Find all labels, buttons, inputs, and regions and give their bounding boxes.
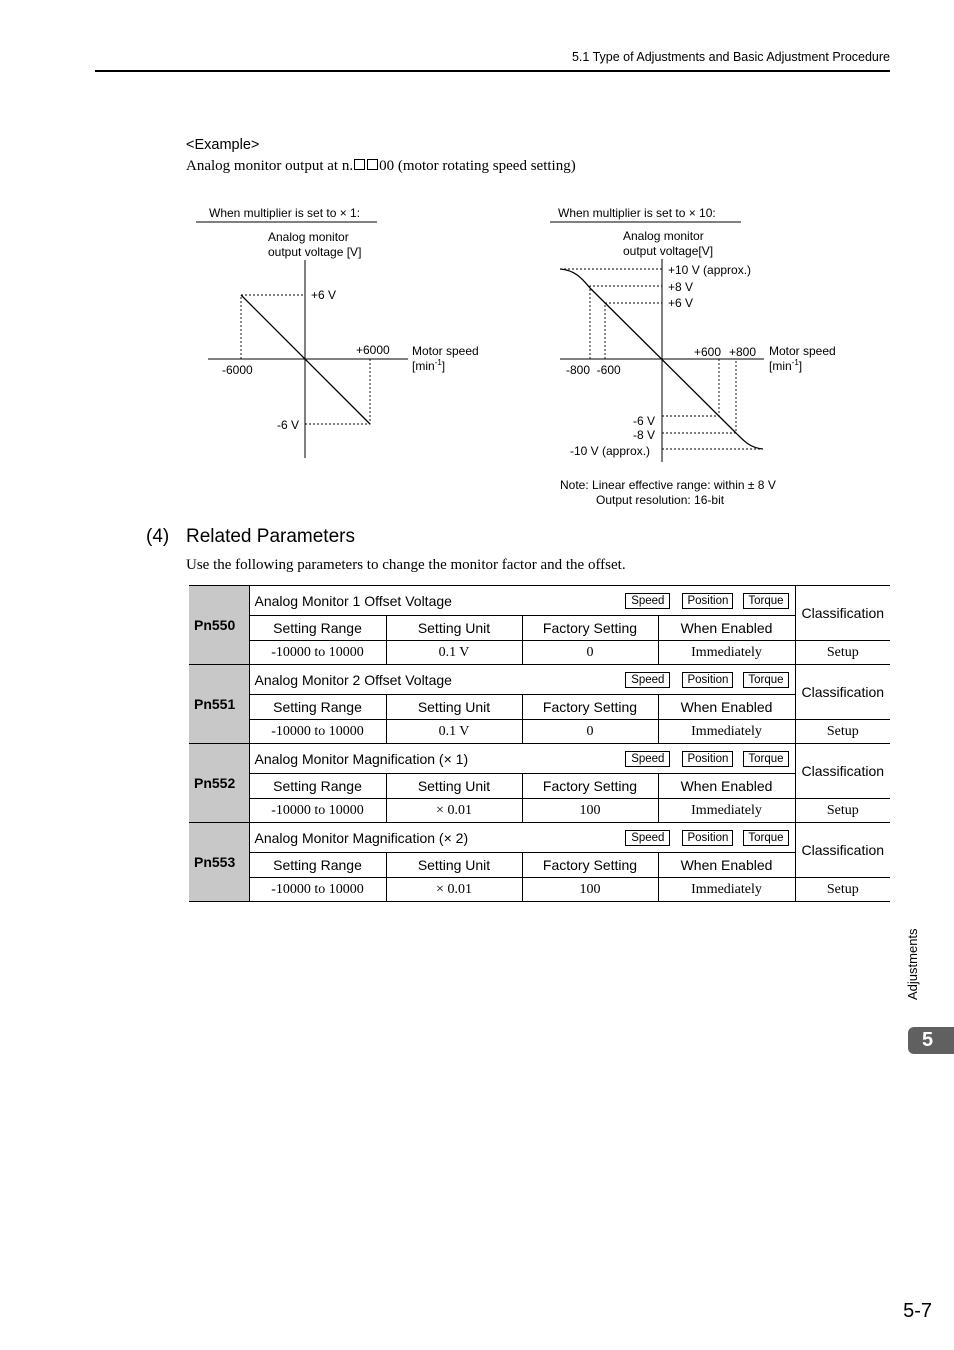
section-title: Related Parameters	[186, 526, 355, 547]
param-header-row	[189, 853, 890, 878]
param-number: Pn553	[189, 823, 249, 902]
x-label-1: Motor speed	[412, 344, 479, 358]
setting-unit-value: 0.1 V	[386, 720, 522, 744]
when-enabled-value: Immediately	[658, 878, 795, 902]
graph-right-caption: When multiplier is set to × 10:	[558, 206, 716, 220]
when-enabled-value: Immediately	[658, 720, 795, 744]
speed-badge: Speed	[625, 672, 670, 688]
x-label-1: Motor speed	[769, 344, 836, 358]
param-value-row	[189, 720, 890, 744]
when-enabled-header: When Enabled	[658, 774, 795, 799]
parameter-table	[189, 585, 890, 902]
v-neg-label: -6 V	[277, 418, 300, 432]
torque-badge: Torque	[743, 593, 788, 609]
when-enabled-header: When Enabled	[658, 616, 795, 641]
classification-header: Classification	[795, 586, 890, 641]
param-number: Pn551	[189, 665, 249, 744]
x-label-sup: -1	[434, 358, 442, 367]
x-neg-labels: -800 -600	[566, 363, 621, 377]
classification-value: Setup	[795, 878, 890, 902]
v-pos10-label: +10 V (approx.)	[668, 263, 752, 277]
example-line-suffix: 00 (motor rotating speed setting)	[379, 158, 576, 174]
classification-value: Setup	[795, 720, 890, 744]
control-mode-badges	[625, 593, 788, 609]
position-badge: Position	[682, 593, 733, 609]
setting-unit-value: × 0.01	[386, 799, 522, 823]
factory-setting-header: Factory Setting	[522, 695, 658, 720]
param-name-cell	[249, 586, 795, 616]
factory-setting-header: Factory Setting	[522, 853, 658, 878]
speed-badge: Speed	[625, 830, 670, 846]
factory-setting-value: 0	[522, 720, 658, 744]
graph-right	[550, 206, 836, 507]
v-neg6-label: -6 V	[633, 414, 656, 428]
chapter-side-label: Adjustments	[905, 928, 920, 1000]
param-number: Pn552	[189, 744, 249, 823]
param-name-row	[189, 823, 890, 853]
setting-unit-value: × 0.01	[386, 878, 522, 902]
page-number: 5-7	[903, 1300, 932, 1322]
param-header-row	[189, 774, 890, 799]
setting-range-header: Setting Range	[249, 695, 386, 720]
speed-badge: Speed	[625, 751, 670, 767]
torque-badge: Torque	[743, 830, 788, 846]
param-value-row	[189, 799, 890, 823]
setting-range-header: Setting Range	[249, 774, 386, 799]
y-label-1: Analog monitor	[623, 229, 704, 243]
chapter-tab: 5	[908, 1027, 954, 1054]
setting-unit-header: Setting Unit	[386, 695, 522, 720]
classification-header: Classification	[795, 665, 890, 720]
position-badge: Position	[682, 672, 733, 688]
factory-setting-header: Factory Setting	[522, 774, 658, 799]
when-enabled-header: When Enabled	[658, 695, 795, 720]
running-header: 5.1 Type of Adjustments and Basic Adjustment Procedure	[571, 50, 890, 64]
when-enabled-value: Immediately	[658, 641, 795, 665]
param-name-row	[189, 586, 890, 616]
example-line-prefix: Analog monitor output at n.	[186, 158, 354, 174]
param-name-row	[189, 665, 890, 695]
parameter-table-body	[189, 586, 890, 902]
param-name: Analog Monitor Magnification (× 1)	[254, 750, 469, 767]
v-pos6-label: +6 V	[668, 296, 694, 310]
y-label-2: output voltage[V]	[623, 244, 714, 258]
setting-range-value: -10000 to 10000	[249, 799, 386, 823]
control-mode-badges	[625, 751, 788, 767]
param-value-row	[189, 641, 890, 665]
setting-range-value: -10000 to 10000	[249, 641, 386, 665]
graph-left	[196, 206, 479, 458]
setting-unit-header: Setting Unit	[386, 616, 522, 641]
classification-value: Setup	[795, 799, 890, 823]
param-header-row	[189, 616, 890, 641]
example-title: <Example>	[186, 137, 260, 153]
factory-setting-value: 100	[522, 878, 658, 902]
factory-setting-value: 100	[522, 799, 658, 823]
v-neg10-label: -10 V (approx.)	[570, 444, 651, 458]
speed-badge: Speed	[625, 593, 670, 609]
x-label-2	[412, 358, 445, 373]
y-label-2: output voltage [V]	[268, 245, 362, 259]
param-header-row	[189, 695, 890, 720]
position-badge: Position	[682, 830, 733, 846]
x-label-2-text: [min	[769, 359, 792, 373]
x-label-sup: -1	[791, 358, 799, 367]
param-value-row	[189, 878, 890, 902]
section-number: (4)	[146, 526, 170, 547]
classification-header: Classification	[795, 823, 890, 878]
factory-setting-header: Factory Setting	[522, 616, 658, 641]
torque-badge: Torque	[743, 751, 788, 767]
setting-unit-value: 0.1 V	[386, 641, 522, 665]
setting-range-header: Setting Range	[249, 616, 386, 641]
when-enabled-value: Immediately	[658, 799, 795, 823]
setting-range-value: -10000 to 10000	[249, 878, 386, 902]
control-mode-badges	[625, 830, 788, 846]
setting-unit-header: Setting Unit	[386, 853, 522, 878]
when-enabled-header: When Enabled	[658, 853, 795, 878]
classification-value: Setup	[795, 641, 890, 665]
torque-badge: Torque	[743, 672, 788, 688]
setting-unit-header: Setting Unit	[386, 774, 522, 799]
setting-range-value: -10000 to 10000	[249, 720, 386, 744]
x-pos600-label: +600	[694, 345, 722, 359]
param-name-cell	[249, 823, 795, 853]
v-neg8-label: -8 V	[633, 428, 656, 442]
factory-setting-value: 0	[522, 641, 658, 665]
analog-monitor-graphs	[0, 0, 954, 520]
param-name-row	[189, 744, 890, 774]
position-badge: Position	[682, 751, 733, 767]
param-name: Analog Monitor 2 Offset Voltage	[254, 671, 452, 688]
control-mode-badges	[625, 672, 788, 688]
param-name: Analog Monitor 1 Offset Voltage	[254, 592, 452, 609]
v-pos8-label: +8 V	[668, 280, 694, 294]
param-name: Analog Monitor Magnification (× 2)	[254, 829, 469, 846]
y-label-1: Analog monitor	[268, 230, 349, 244]
param-number: Pn550	[189, 586, 249, 665]
classification-header: Classification	[795, 744, 890, 799]
setting-range-header: Setting Range	[249, 853, 386, 878]
x-label-2-text: [min	[412, 359, 435, 373]
x-label-close: ]	[441, 359, 446, 373]
x-label-close: ]	[798, 359, 803, 373]
x-pos-label: +6000	[356, 343, 390, 357]
graph-left-caption: When multiplier is set to × 1:	[209, 206, 361, 220]
v-pos-label: +6 V	[311, 288, 337, 302]
x-label-2	[769, 358, 802, 373]
note-line-1: Note: Linear effective range: within ± 8 V	[560, 478, 776, 492]
note-line-2: Output resolution: 16-bit	[596, 493, 725, 507]
x-neg-label: -6000	[222, 363, 253, 377]
param-name-cell	[249, 665, 795, 695]
param-name-cell	[249, 744, 795, 774]
section-description: Use the following parameters to change the monitor factor and the offset.	[186, 557, 626, 573]
x-pos800-label: +800	[729, 345, 757, 359]
